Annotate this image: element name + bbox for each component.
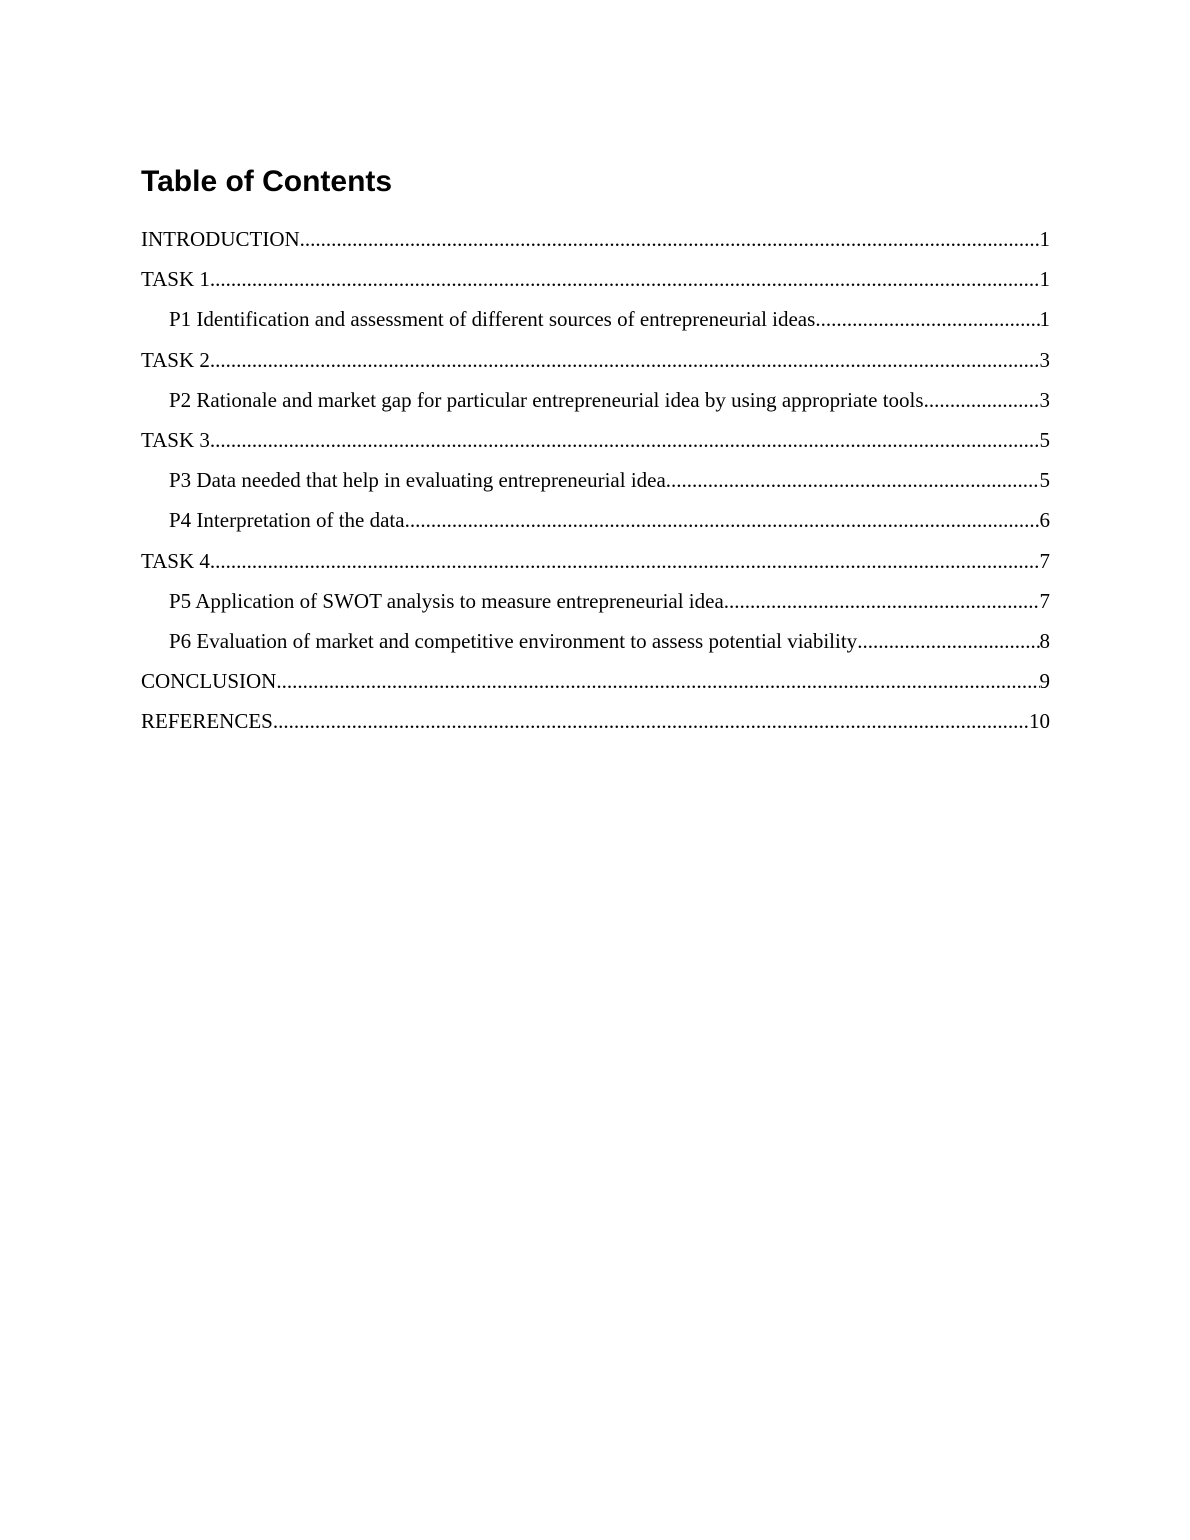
toc-dot-leader: [210, 348, 1040, 373]
toc-page-number: 7: [1039, 588, 1050, 613]
toc-page-number: 7: [1039, 548, 1050, 573]
toc-dot-leader: [666, 468, 1040, 493]
toc-entry-label: P5 Application of SWOT analysis to measure entrepreneurial idea: [169, 588, 724, 613]
toc-page-number: 6: [1039, 508, 1050, 533]
toc-entry-label: CONCLUSION: [141, 669, 277, 694]
toc-entry-p1[interactable]: [141, 307, 1050, 347]
toc-entry-p5[interactable]: [141, 589, 1050, 629]
toc-dot-leader: [276, 669, 1039, 694]
toc-page-number: 1: [1039, 267, 1050, 292]
toc-entry-label: P6 Evaluation of market and competitive environment to assess potential viability: [169, 628, 858, 653]
toc-entry-label: P2 Rationale and market gap for particular entrepreneurial idea by using appropriate tools: [169, 387, 924, 412]
toc-entry-label: P4 Interpretation of the data: [169, 508, 405, 533]
toc-entry-conclusion[interactable]: [141, 669, 1050, 709]
toc-entry-task-3[interactable]: [141, 428, 1050, 468]
toc-dot-leader: [857, 629, 1039, 654]
toc-entry-label: REFERENCES: [141, 709, 273, 734]
toc-entry-label: P3 Data needed that help in evaluating entrepreneurial idea: [169, 468, 666, 493]
toc-page-number: 9: [1039, 669, 1050, 694]
toc-entry-label: TASK 4: [141, 548, 210, 573]
toc-entry-task-2[interactable]: [141, 348, 1050, 388]
toc-entry-label: P1 Identification and assessment of different sources of entrepreneurial ideas: [169, 307, 816, 332]
toc-dot-leader: [924, 388, 1040, 413]
toc-page-number: 3: [1039, 387, 1050, 412]
toc-page-number: 1: [1039, 227, 1050, 251]
toc-dot-leader: [210, 267, 1040, 292]
toc-entry-label: TASK 3: [141, 427, 210, 452]
toc-page-number: 3: [1039, 347, 1050, 372]
toc-dot-leader: [273, 709, 1029, 734]
toc-entry-p3[interactable]: [141, 468, 1050, 508]
toc-entry-label: INTRODUCTION: [141, 227, 300, 251]
toc-page-number: 8: [1039, 628, 1050, 653]
toc-entry-label: TASK 2: [141, 347, 210, 372]
toc-entry-task-4[interactable]: [141, 549, 1050, 589]
toc-entry-task-1[interactable]: [141, 267, 1050, 307]
toc-page-number: 5: [1039, 427, 1050, 452]
toc-dot-leader: [405, 508, 1040, 533]
toc-title: Table of Contents: [141, 165, 393, 198]
toc-entry-p2[interactable]: [141, 388, 1050, 428]
toc-dot-leader: [815, 307, 1039, 332]
toc-entry-p6[interactable]: [141, 629, 1050, 669]
toc-entry-references[interactable]: [141, 709, 1050, 749]
toc-entry-introduction[interactable]: [141, 227, 1050, 267]
toc-dot-leader: [724, 589, 1040, 614]
toc-dot-leader: [210, 549, 1040, 574]
toc-list: [141, 227, 1050, 749]
toc-entry-p4[interactable]: [141, 508, 1050, 548]
toc-entry-label: TASK 1: [141, 267, 210, 292]
toc-dot-leader: [300, 227, 1040, 252]
toc-page-number: 10: [1029, 709, 1050, 734]
toc-dot-leader: [210, 428, 1040, 453]
toc-page-number: 5: [1039, 468, 1050, 493]
toc-page-number: 1: [1039, 307, 1050, 332]
table-of-contents: [141, 162, 1050, 749]
